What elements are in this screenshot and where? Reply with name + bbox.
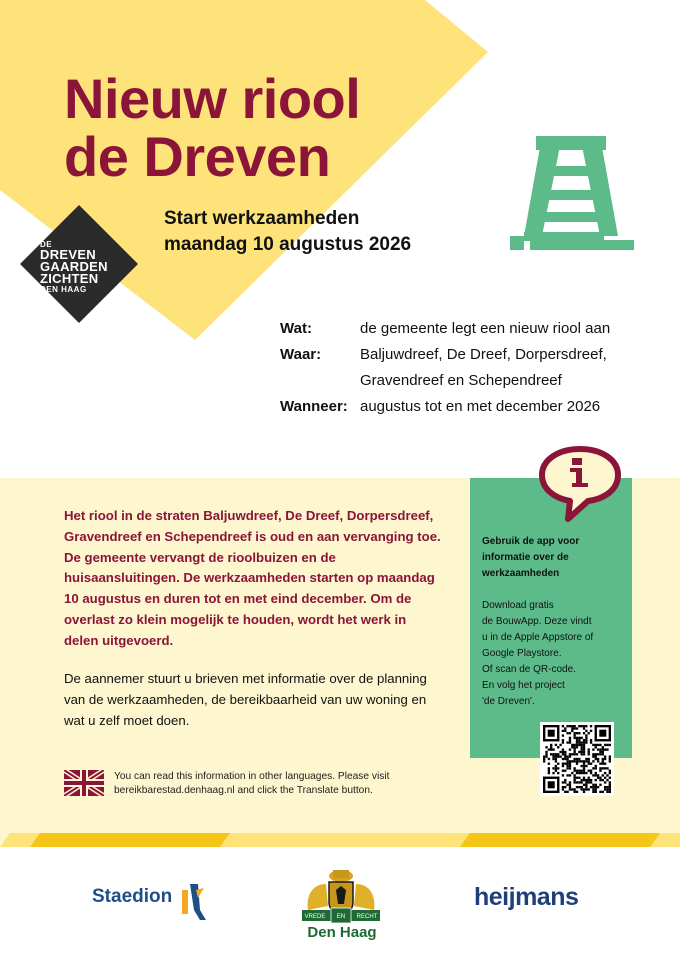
- den-haag-crest-icon: [298, 866, 384, 924]
- translate-line-2: bereikbarestad.denhaag.nl and click the Translate button.: [114, 785, 373, 796]
- den-haag-logo: Den Haag: [307, 924, 377, 941]
- title-line-1: Nieuw riool: [64, 67, 361, 130]
- qr-code[interactable]: [540, 722, 614, 796]
- app-heading: Gebruik de app voor informatie over de werkzaamheden: [482, 536, 580, 579]
- fact-label: Wat:: [280, 320, 312, 337]
- start-line-1: Start werkzaamheden: [164, 208, 360, 229]
- app-body-line: Download gratis: [482, 600, 554, 611]
- app-body-line: de BouwApp. Deze vindt: [482, 616, 592, 627]
- crest-word: VREDE: [304, 914, 326, 920]
- facts-table: [280, 316, 640, 420]
- fact-label: Waar:: [280, 346, 322, 363]
- app-body-line: En volg het project: [482, 680, 565, 691]
- logo-line-denhaag: DEN HAAG: [40, 285, 87, 294]
- app-body-line: 'de Dreven'.: [482, 696, 535, 707]
- intro-paragraph: Het riool in de straten Baljuwdreef, De Dreef, Dorpersdreef, Gravendreef en Schependreef is oud en aan vervanging toe. De gemeente vervangt de rioolbuizen en de huisaansluitingen. De werkzaamheden starten op maandag 10 augustus en duren tot en met eind december. Om de overlast zo klein mogelijk te houden, wordt het werk in delen uitgevoerd.: [64, 508, 441, 648]
- fact-row-waar: [280, 342, 640, 394]
- app-body-line: Of scan de QR-code.: [482, 664, 576, 675]
- page-title: [64, 67, 361, 188]
- translate-line-1: You can read this information in other languages. Please visit: [114, 771, 390, 782]
- translate-notice: [114, 770, 434, 798]
- start-line-2: maandag 10 augustus 2026: [164, 234, 412, 255]
- dreven-logo-text: [40, 240, 120, 294]
- yellow-stripe: [0, 833, 680, 847]
- ladder-icon: [510, 136, 635, 254]
- crest-word: RECHT: [356, 914, 378, 920]
- fact-label: Wanneer:: [280, 398, 348, 415]
- contractor-paragraph: De aannemer stuurt u brieven met informatie over de planning van de werkzaamheden, de bereikbaarheid van uw woning en wat u zelf moet doen.: [64, 671, 427, 729]
- fact-row-wanneer: [280, 394, 640, 420]
- fact-row-wat: [280, 316, 640, 342]
- crest-word: EN: [336, 914, 346, 920]
- app-body-line: Google Playstore.: [482, 648, 562, 659]
- start-date-heading: [164, 206, 411, 258]
- title-line-2: de Dreven: [64, 125, 331, 188]
- uk-flag-icon: [64, 770, 104, 796]
- logo-line-de: DE: [40, 240, 53, 249]
- heijmans-logo: heijmans: [474, 883, 579, 911]
- app-body-line: u in de Apple Appstore of: [482, 632, 594, 643]
- app-body: [482, 598, 622, 710]
- logo-line-zichten: ZICHTEN: [40, 271, 99, 286]
- fact-value: de gemeente legt een nieuw riool aan: [360, 320, 611, 337]
- staedion-mark-icon: [182, 884, 208, 922]
- logo-line-dreven: DREVEN: [40, 247, 96, 262]
- fact-value: augustus tot en met december 2026: [360, 398, 601, 415]
- info-speech-bubble-icon: [538, 446, 622, 522]
- logo-line-gaarden: GAARDEN: [40, 259, 108, 274]
- staedion-logo: Staedion: [92, 886, 173, 907]
- qr-code-icon: [543, 725, 611, 793]
- fact-value: Baljuwdreef, De Dreef, Dorpersdreef, Gravendreef en Schependreef: [360, 346, 607, 389]
